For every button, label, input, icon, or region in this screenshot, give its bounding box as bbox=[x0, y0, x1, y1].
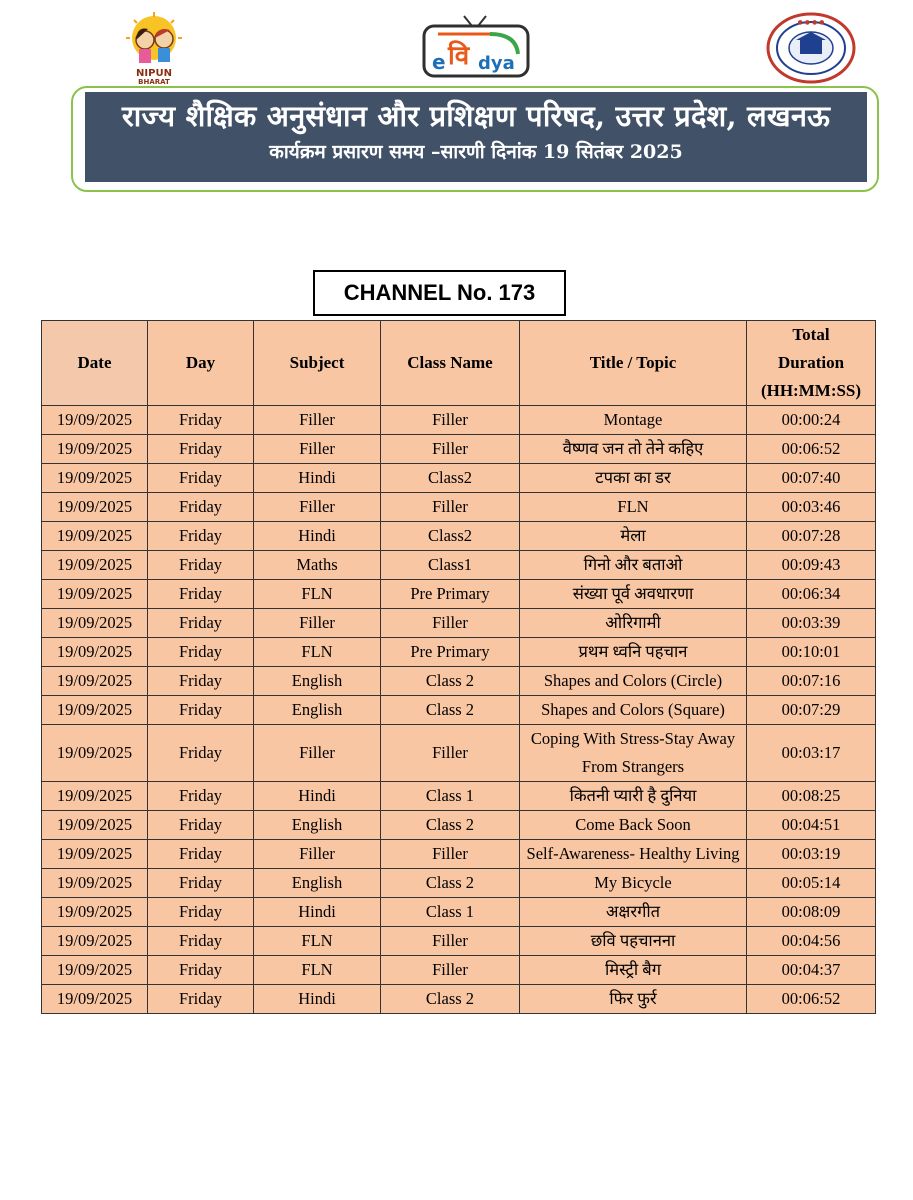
cell-date: 19/09/2025 bbox=[42, 580, 148, 609]
table-row bbox=[42, 869, 876, 898]
column-header-total-duration bbox=[747, 321, 876, 406]
header-banner bbox=[85, 92, 867, 182]
cell-day: Friday bbox=[148, 927, 254, 956]
svg-text:dya: dya bbox=[478, 53, 515, 74]
cell-date: 19/09/2025 bbox=[42, 406, 148, 435]
schedule-table bbox=[41, 320, 876, 1014]
cell-subject: Hindi bbox=[254, 782, 381, 811]
cell-date: 19/09/2025 bbox=[42, 869, 148, 898]
cell-day: Friday bbox=[148, 435, 254, 464]
cell-day: Friday bbox=[148, 696, 254, 725]
cell-duration: 00:07:40 bbox=[747, 464, 876, 493]
cell-subject: English bbox=[254, 811, 381, 840]
cell-title-topic: संख्या पूर्व अवधारणा bbox=[520, 580, 747, 609]
cell-date: 19/09/2025 bbox=[42, 840, 148, 869]
scert-seal-logo bbox=[766, 12, 856, 84]
table-row bbox=[42, 985, 876, 1014]
table-row bbox=[42, 406, 876, 435]
svg-text:● ● ● ●: ● ● ● ● bbox=[797, 19, 825, 26]
table-body bbox=[42, 406, 876, 1014]
cell-class-name: Filler bbox=[381, 956, 520, 985]
cell-subject: Maths bbox=[254, 551, 381, 580]
cell-duration: 00:06:34 bbox=[747, 580, 876, 609]
cell-class-name: Class 2 bbox=[381, 667, 520, 696]
svg-text:BHARAT: BHARAT bbox=[138, 78, 170, 84]
duration-header-line3: (HH:MM:SS) bbox=[760, 381, 862, 400]
cell-title-topic: Self-Awareness- Healthy Living bbox=[520, 840, 747, 869]
table-row bbox=[42, 782, 876, 811]
cell-title-topic: मिस्ट्री बैग bbox=[520, 956, 747, 985]
cell-subject: Filler bbox=[254, 840, 381, 869]
cell-subject: Filler bbox=[254, 493, 381, 522]
cell-date: 19/09/2025 bbox=[42, 667, 148, 696]
cell-day: Friday bbox=[148, 406, 254, 435]
column-header-subject: Subject bbox=[254, 321, 381, 406]
cell-date: 19/09/2025 bbox=[42, 956, 148, 985]
cell-class-name: Class1 bbox=[381, 551, 520, 580]
cell-class-name: Class 1 bbox=[381, 782, 520, 811]
cell-day: Friday bbox=[148, 811, 254, 840]
cell-class-name: Filler bbox=[381, 406, 520, 435]
cell-subject: Filler bbox=[254, 406, 381, 435]
cell-title-topic: FLN bbox=[520, 493, 747, 522]
column-header-title-topic: Title / Topic bbox=[520, 321, 747, 406]
table-row bbox=[42, 522, 876, 551]
cell-title-topic: गिनो और बताओ bbox=[520, 551, 747, 580]
table-row bbox=[42, 580, 876, 609]
cell-subject: FLN bbox=[254, 927, 381, 956]
cell-class-name: Filler bbox=[381, 435, 520, 464]
cell-subject: Filler bbox=[254, 435, 381, 464]
table-row bbox=[42, 927, 876, 956]
cell-class-name: Class 2 bbox=[381, 696, 520, 725]
cell-duration: 00:10:01 bbox=[747, 638, 876, 667]
cell-day: Friday bbox=[148, 493, 254, 522]
cell-day: Friday bbox=[148, 464, 254, 493]
cell-duration: 00:00:24 bbox=[747, 406, 876, 435]
cell-date: 19/09/2025 bbox=[42, 811, 148, 840]
cell-day: Friday bbox=[148, 725, 254, 782]
cell-day: Friday bbox=[148, 869, 254, 898]
cell-day: Friday bbox=[148, 638, 254, 667]
cell-day: Friday bbox=[148, 522, 254, 551]
channel-label: CHANNEL No. 173 bbox=[313, 270, 566, 316]
cell-duration: 00:07:29 bbox=[747, 696, 876, 725]
cell-day: Friday bbox=[148, 667, 254, 696]
column-header-date: Date bbox=[42, 321, 148, 406]
cell-title-topic: छवि पहचानना bbox=[520, 927, 747, 956]
table-row bbox=[42, 464, 876, 493]
cell-duration: 00:09:43 bbox=[747, 551, 876, 580]
cell-class-name: Class 2 bbox=[381, 985, 520, 1014]
cell-subject: FLN bbox=[254, 956, 381, 985]
cell-class-name: Class2 bbox=[381, 464, 520, 493]
cell-date: 19/09/2025 bbox=[42, 464, 148, 493]
table-row bbox=[42, 551, 876, 580]
cell-title-topic: प्रथम ध्वनि पहचान bbox=[520, 638, 747, 667]
cell-subject: Hindi bbox=[254, 985, 381, 1014]
cell-title-topic: कितनी प्यारी है दुनिया bbox=[520, 782, 747, 811]
cell-duration: 00:08:09 bbox=[747, 898, 876, 927]
cell-subject: Hindi bbox=[254, 464, 381, 493]
cell-title-topic: Shapes and Colors (Circle) bbox=[520, 667, 747, 696]
svg-text:e: e bbox=[432, 50, 446, 74]
cell-class-name: Filler bbox=[381, 609, 520, 638]
table-row bbox=[42, 638, 876, 667]
header-subtitle: कार्यक्रम प्रसारण समय –सारणी दिनांक 19 सितंबर 2025 bbox=[269, 141, 683, 163]
table-row bbox=[42, 493, 876, 522]
evidya-logo bbox=[420, 14, 532, 80]
cell-duration: 00:03:46 bbox=[747, 493, 876, 522]
cell-subject: FLN bbox=[254, 580, 381, 609]
cell-title-topic: टपका का डर bbox=[520, 464, 747, 493]
cell-title-topic: फिर फुर्र bbox=[520, 985, 747, 1014]
cell-duration: 00:08:25 bbox=[747, 782, 876, 811]
column-header-class-name: Class Name bbox=[381, 321, 520, 406]
cell-class-name: Class2 bbox=[381, 522, 520, 551]
cell-title-topic: अक्षरगीत bbox=[520, 898, 747, 927]
cell-date: 19/09/2025 bbox=[42, 782, 148, 811]
cell-duration: 00:05:14 bbox=[747, 869, 876, 898]
cell-class-name: Filler bbox=[381, 927, 520, 956]
cell-subject: English bbox=[254, 869, 381, 898]
duration-header-line2: Duration bbox=[777, 353, 845, 372]
cell-date: 19/09/2025 bbox=[42, 927, 148, 956]
table-row bbox=[42, 696, 876, 725]
cell-duration: 00:03:19 bbox=[747, 840, 876, 869]
cell-class-name: Class 2 bbox=[381, 811, 520, 840]
duration-header-line1: Total bbox=[792, 325, 830, 344]
cell-title-topic: Come Back Soon bbox=[520, 811, 747, 840]
table-row bbox=[42, 898, 876, 927]
svg-text:वि: वि bbox=[448, 41, 470, 71]
nipun-bharat-logo bbox=[112, 12, 196, 84]
table-header-row bbox=[42, 321, 876, 406]
cell-subject: Filler bbox=[254, 725, 381, 782]
table-row bbox=[42, 956, 876, 985]
cell-day: Friday bbox=[148, 840, 254, 869]
cell-subject: Hindi bbox=[254, 522, 381, 551]
cell-day: Friday bbox=[148, 956, 254, 985]
cell-subject: Hindi bbox=[254, 898, 381, 927]
cell-duration: 00:04:37 bbox=[747, 956, 876, 985]
cell-date: 19/09/2025 bbox=[42, 898, 148, 927]
cell-class-name: Pre Primary bbox=[381, 638, 520, 667]
cell-class-name: Filler bbox=[381, 840, 520, 869]
cell-date: 19/09/2025 bbox=[42, 435, 148, 464]
cell-title-topic: वैष्णव जन तो तेने कहिए bbox=[520, 435, 747, 464]
cell-subject: FLN bbox=[254, 638, 381, 667]
table-row bbox=[42, 609, 876, 638]
table-row bbox=[42, 811, 876, 840]
cell-date: 19/09/2025 bbox=[42, 551, 148, 580]
cell-day: Friday bbox=[148, 609, 254, 638]
cell-subject: English bbox=[254, 667, 381, 696]
svg-text:NIPUN: NIPUN bbox=[136, 68, 172, 79]
cell-title-topic: Coping With Stress-Stay Away From Strangers bbox=[520, 725, 747, 782]
column-header-day: Day bbox=[148, 321, 254, 406]
cell-date: 19/09/2025 bbox=[42, 609, 148, 638]
cell-title-topic: ओरिगामी bbox=[520, 609, 747, 638]
cell-date: 19/09/2025 bbox=[42, 985, 148, 1014]
cell-title-topic: मेला bbox=[520, 522, 747, 551]
cell-day: Friday bbox=[148, 782, 254, 811]
cell-duration: 00:06:52 bbox=[747, 985, 876, 1014]
cell-duration: 00:03:39 bbox=[747, 609, 876, 638]
cell-class-name: Class 2 bbox=[381, 869, 520, 898]
table-row bbox=[42, 667, 876, 696]
table-row bbox=[42, 435, 876, 464]
cell-class-name: Pre Primary bbox=[381, 580, 520, 609]
cell-date: 19/09/2025 bbox=[42, 493, 148, 522]
cell-date: 19/09/2025 bbox=[42, 725, 148, 782]
cell-duration: 00:07:16 bbox=[747, 667, 876, 696]
cell-title-topic: Montage bbox=[520, 406, 747, 435]
cell-class-name: Filler bbox=[381, 725, 520, 782]
table-row bbox=[42, 725, 876, 782]
cell-duration: 00:06:52 bbox=[747, 435, 876, 464]
cell-day: Friday bbox=[148, 898, 254, 927]
cell-class-name: Class 1 bbox=[381, 898, 520, 927]
cell-day: Friday bbox=[148, 985, 254, 1014]
cell-date: 19/09/2025 bbox=[42, 696, 148, 725]
cell-duration: 00:04:51 bbox=[747, 811, 876, 840]
cell-duration: 00:04:56 bbox=[747, 927, 876, 956]
cell-day: Friday bbox=[148, 580, 254, 609]
cell-class-name: Filler bbox=[381, 493, 520, 522]
cell-day: Friday bbox=[148, 551, 254, 580]
cell-duration: 00:03:17 bbox=[747, 725, 876, 782]
cell-duration: 00:07:28 bbox=[747, 522, 876, 551]
cell-title-topic: My Bicycle bbox=[520, 869, 747, 898]
cell-subject: English bbox=[254, 696, 381, 725]
cell-date: 19/09/2025 bbox=[42, 522, 148, 551]
table-row bbox=[42, 840, 876, 869]
cell-subject: Filler bbox=[254, 609, 381, 638]
cell-title-topic: Shapes and Colors (Square) bbox=[520, 696, 747, 725]
cell-date: 19/09/2025 bbox=[42, 638, 148, 667]
header-title: राज्य शैक्षिक अनुसंधान और प्रशिक्षण परिषद, उत्तर प्रदेश, लखनऊ bbox=[121, 99, 831, 133]
